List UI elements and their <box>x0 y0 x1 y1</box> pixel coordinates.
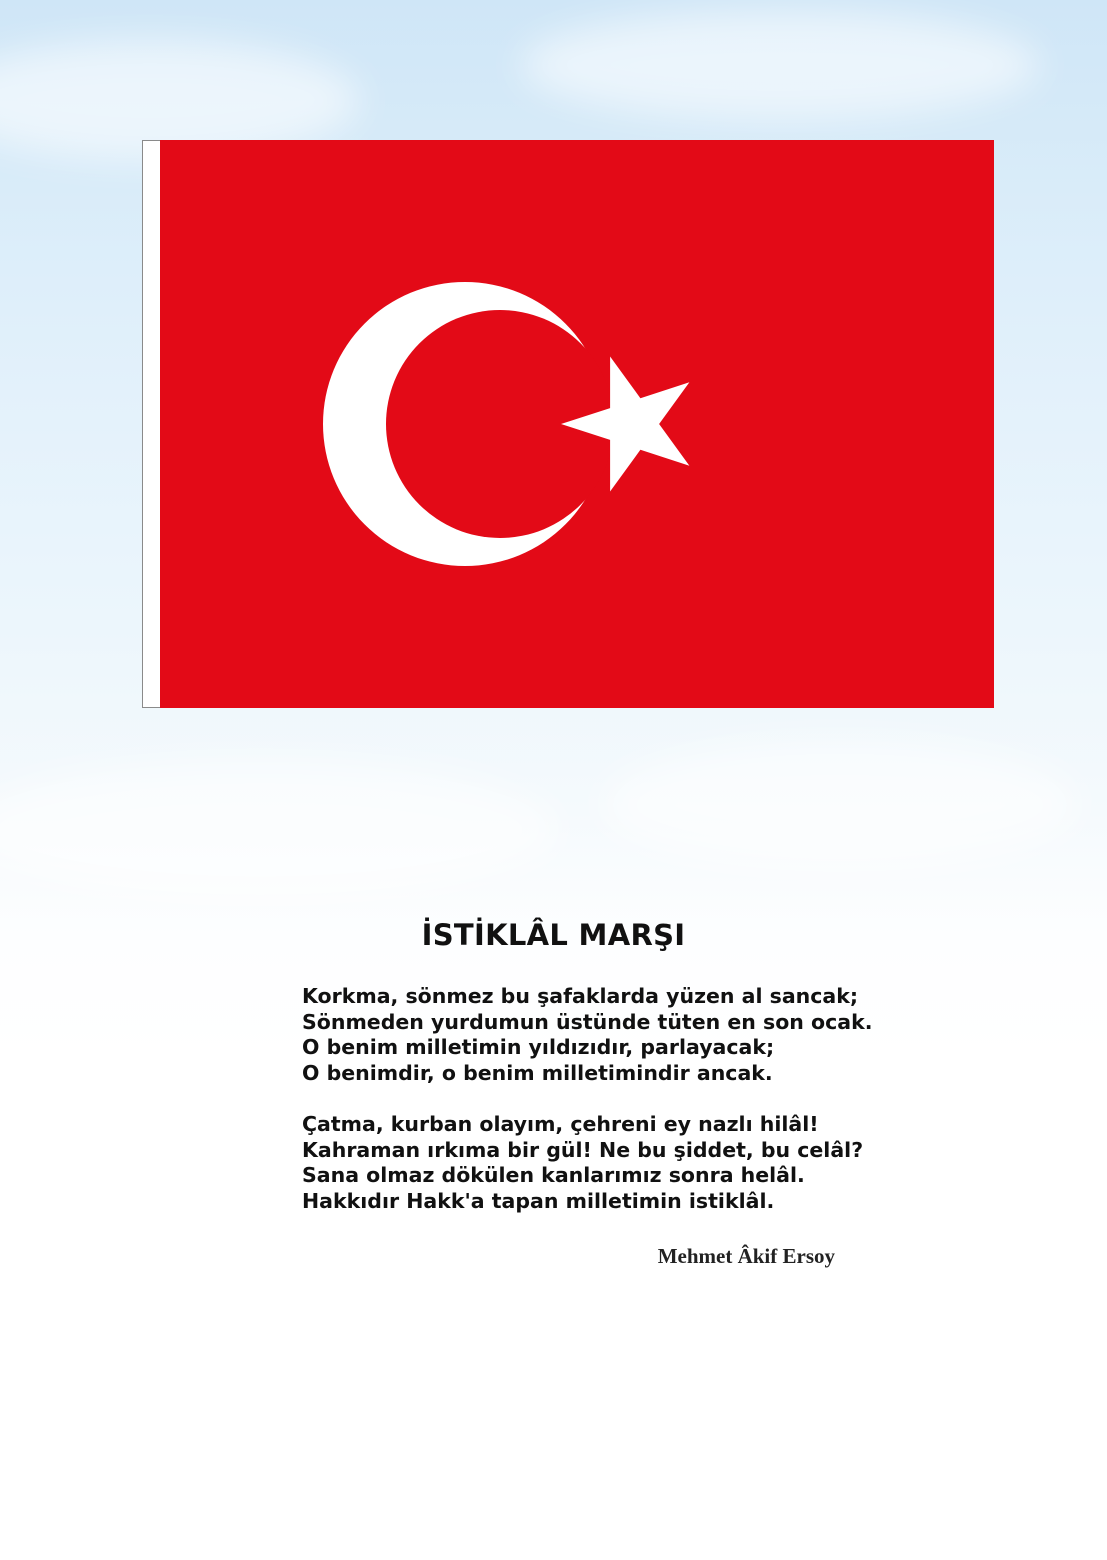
poem-line: Korkma, sönmez bu şafaklarda yüzen al sancak; <box>302 984 859 1008</box>
anthem-poem <box>302 984 873 1240</box>
poem-line: Sönmeden yurdumun üstünde tüten en son ocak. <box>302 1009 873 1034</box>
anthem-title: İSTİKLÂL MARŞI <box>421 918 686 952</box>
poem-line: O benim milletimin yıldızıdır, parlayacak; <box>302 1035 775 1059</box>
turkish-flag <box>142 140 994 708</box>
flag-hoist <box>142 140 160 708</box>
author-name: Mehmet Âkif Ersoy <box>657 1244 835 1268</box>
sky-cloud <box>0 760 560 900</box>
stanza <box>302 1112 862 1214</box>
poem-line: Kahraman ırkıma bir gül! Ne bu şiddet, bu celâl? <box>302 1137 864 1162</box>
sky-cloud <box>600 740 1080 870</box>
poem-line: Hakkıdır Hakk'a tapan milletimin istiklâl. <box>302 1188 775 1213</box>
sky-cloud <box>520 10 1040 120</box>
poem-line: O benimdir, o benim milletimindir ancak. <box>302 1060 773 1085</box>
flag-field <box>160 140 994 708</box>
poem-line: Sana olmaz dökülen kanlarımız sonra helâl. <box>302 1163 805 1187</box>
stanza <box>302 984 873 1086</box>
poem-line: Çatma, kurban olayım, çehreni ey nazlı hilâl! <box>302 1112 819 1136</box>
